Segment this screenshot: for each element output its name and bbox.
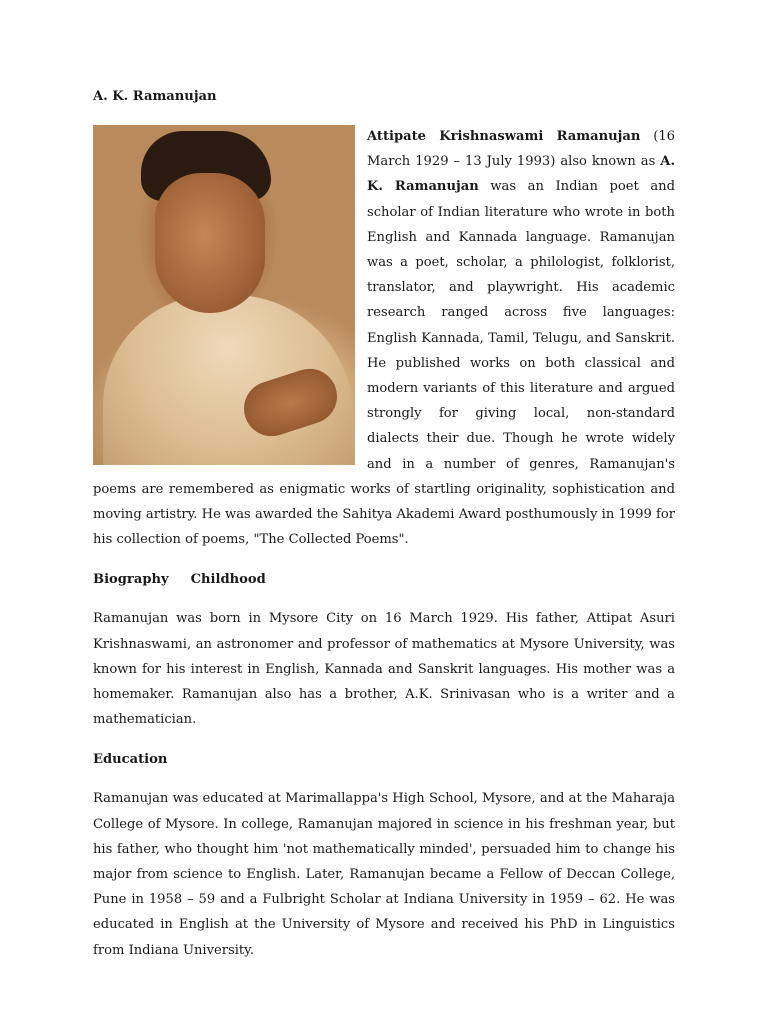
- biography-heading: Biography Childhood: [93, 572, 266, 588]
- intro-dates: (16 March 1929 – 13 July 1993) also known as: [367, 129, 675, 170]
- childhood-paragraph: Ramanujan was born in Mysore City on 16 March 1929. His father, Attipat Asuri Krishnaswami, an astronomer and professor of mathematics at Mysore University, was known for his interest in English, Kannada and Sanskrit languages. His mother was a homemaker. Ramanujan also has a brother, A.K. Srinivasan who is a writer and a mathematician.: [93, 611, 675, 728]
- page-title: A. K. Ramanujan: [93, 89, 217, 104]
- childhood-subheading: Childhood: [190, 572, 266, 588]
- document-page: [93, 84, 675, 978]
- short-name: A. K. Ramanujan: [367, 154, 675, 195]
- education-paragraph: Ramanujan was educated at Marimallappa's High School, Mysore, and at the Maharaja College of Mysore. In college, Ramanujan majored in science in his freshman year, but his father, who thought him 'not mathematically minded', persuaded him to change his major from science to English. Later, Ramanujan became a Fellow of Deccan College, Pune in 1958 – 59 and a Fulbright Scholar at Indiana University in 1959 – 62. He was educated in English at the University of Mysore and received his PhD in Linguistics from Indiana University.: [93, 791, 675, 958]
- intro-rest: was an Indian poet and scholar of Indian literature who wrote in both English and Kannada language. Ramanujan was a poet, scholar, a philologist, folklorist, translator, and playwright. His academic research ranged across five languages: English Kannada, Tamil, Telugu, and Sanskrit. He published works on both classical and modern variants of this literature and argued strongly for giving local, non-standard dialects their due. Though he wrote widely and in a number of genres, Ramanujan's poems are remembered as enigmatic works of startling originality, sophistication and moving artistry. He was awarded the Sahitya Akademi Award posthumously in 1999 for his collection of poems, "The Collected Poems".: [93, 179, 675, 548]
- portrait-photo: [93, 125, 355, 465]
- education-heading: Education: [93, 752, 168, 768]
- full-name: Attipate Krishnaswami Ramanujan: [367, 129, 641, 144]
